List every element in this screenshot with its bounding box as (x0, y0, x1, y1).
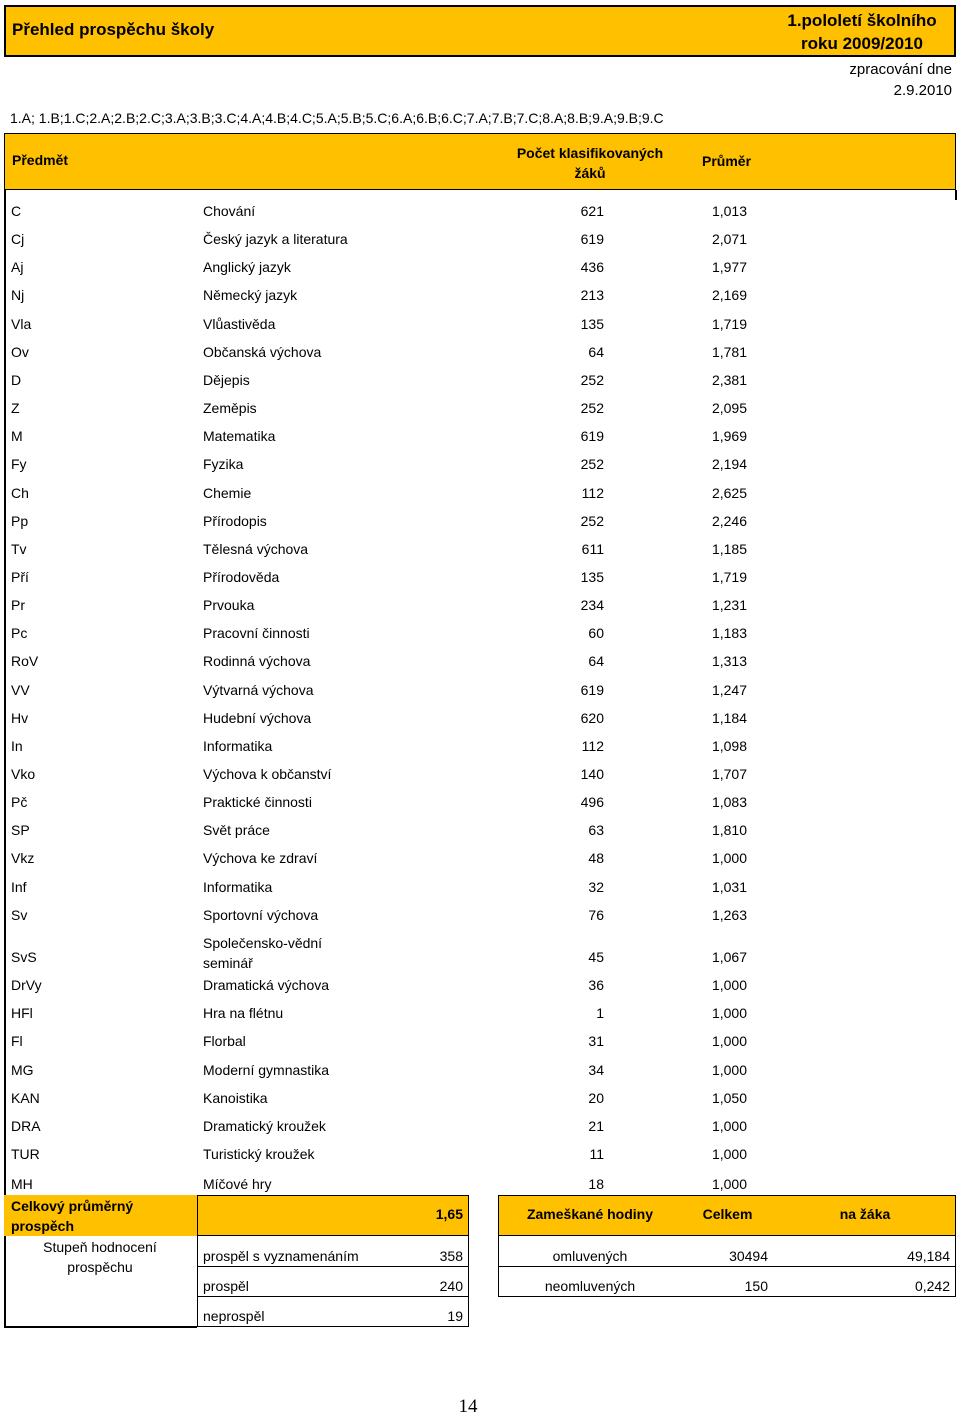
subject-name: Florbal (203, 1033, 246, 1050)
subject-code: Pří (11, 568, 29, 585)
average-grade: 1,781 (711, 343, 747, 360)
pupil-count: 32 (588, 878, 604, 895)
subject-name: Moderní gymnastika (203, 1061, 330, 1078)
average-grade: 1,719 (711, 315, 747, 332)
subject-name: Dramatická výchova (203, 977, 330, 994)
subject-code: Pp (11, 512, 29, 529)
absence-per-pupil-label: na žáka (839, 1206, 891, 1222)
average-grade: 1,000 (711, 1033, 747, 1050)
subject-name: Chování (203, 203, 256, 219)
semester-line-2: roku 2009/2010 (801, 34, 923, 53)
average-grade: 2,095 (711, 400, 747, 417)
table-row (0, 398, 960, 426)
overall-value: 1,65 (435, 1206, 463, 1222)
table-row (0, 708, 960, 736)
average-grade: 2,625 (711, 484, 747, 501)
grades-divider-1 (197, 1266, 469, 1267)
absence-excused-label: omluvených (552, 1248, 628, 1264)
average-grade: 1,263 (711, 906, 747, 923)
pupil-count: 252 (580, 371, 604, 388)
average-grade: 1,000 (711, 1175, 747, 1192)
pupil-count: 36 (588, 977, 604, 994)
pupil-count: 64 (588, 343, 604, 360)
report-title: Přehled prospěchu školy (12, 20, 215, 39)
pupil-count: 436 (580, 259, 604, 276)
average-grade: 1,183 (711, 625, 747, 642)
table-row (0, 975, 960, 1003)
average-grade: 1,083 (711, 794, 747, 811)
pupil-count: 135 (580, 315, 604, 332)
subject-name: Sportovní výchova (203, 906, 319, 923)
pupil-count: 140 (580, 766, 604, 782)
subject-code: Aj (11, 259, 24, 276)
grade-fail-value: 19 (447, 1308, 463, 1324)
table-row (0, 567, 960, 595)
subject-name: Výchova k občanství (203, 766, 332, 782)
average-grade: 2,246 (711, 512, 747, 529)
subject-name: Svět práce (203, 822, 270, 839)
average-grade: 2,381 (711, 371, 747, 388)
class-list: 1.A; 1.B;1.C;2.A;2.B;2.C;3.A;3.B;3.C;4.A;4.B;4.C;5.A;5.B;5.C;6.A;6.B;6.C;7.A;7.B;7.C;8.A;8.B;9.A;9.B;9.C (10, 110, 664, 126)
subject-code: Vla (11, 315, 32, 332)
semester-line-1: 1.pololetí školního (787, 11, 937, 30)
average-grade: 1,247 (711, 681, 747, 698)
absence-unexcused-label: neomluvených (544, 1278, 636, 1294)
pupil-count: 621 (580, 203, 604, 219)
average-grade: 1,050 (711, 1089, 747, 1106)
pupil-count: 112 (581, 484, 604, 501)
table-row (0, 483, 960, 511)
page-number: 14 (458, 1396, 478, 1417)
subject-name: Český jazyk a literatura (203, 231, 348, 248)
table-row (0, 764, 960, 792)
subject-code: Hv (11, 709, 29, 726)
table-row (0, 1003, 960, 1031)
subject-code: Ov (11, 343, 29, 360)
average-grade: 1,000 (711, 1145, 747, 1162)
grade-pass-value: 240 (439, 1278, 463, 1294)
pupil-count: 234 (580, 597, 604, 614)
subject-name: Hudební výchova (203, 709, 312, 726)
subject-code: MH (11, 1175, 33, 1192)
average-grade: 1,067 (711, 948, 747, 965)
subject-name: Výtvarná výchova (203, 681, 314, 698)
average-grade: 1,000 (711, 1117, 747, 1134)
average-grade: 1,977 (711, 259, 747, 276)
subject-code: Pr (11, 597, 25, 614)
table-row (0, 877, 960, 905)
pupil-count: 20 (588, 1089, 604, 1106)
pupil-count: 496 (580, 794, 604, 811)
average-grade: 1,719 (711, 568, 747, 585)
table-row (0, 651, 960, 679)
subject-code: D (11, 371, 22, 388)
pupil-count: 48 (588, 850, 604, 867)
overall-label-line-2: prospěch (11, 1218, 75, 1234)
subject-name-line-1: Společensko-vědní (203, 934, 323, 951)
subject-name: Přírodověda (203, 568, 280, 585)
table-row (0, 623, 960, 651)
table-row (0, 201, 960, 229)
subject-name: Praktické činnosti (203, 794, 312, 811)
average-grade: 1,231 (711, 597, 747, 614)
subject-name: Matematika (203, 428, 276, 445)
subject-code: Fl (11, 1033, 23, 1050)
subject-code: Nj (11, 287, 25, 304)
subject-code: Pc (11, 625, 28, 642)
table-row (0, 285, 960, 313)
subject-code: RoV (11, 653, 39, 670)
grade-honors-value: 358 (439, 1248, 463, 1264)
column-header-bar (4, 133, 956, 190)
subject-code: In (11, 737, 23, 754)
table-row (0, 342, 960, 370)
table-row (0, 905, 960, 933)
subject-name: Dramatický kroužek (203, 1117, 326, 1134)
subject-code: Pč (11, 794, 28, 811)
subject-name: Pracovní činnosti (203, 625, 310, 642)
average-grade: 2,071 (711, 231, 747, 248)
average-grade: 1,013 (711, 203, 747, 219)
average-grade: 1,810 (711, 822, 747, 839)
average-grade: 1,000 (711, 977, 747, 994)
average-grade: 1,000 (711, 1005, 747, 1022)
pupil-count: 252 (580, 512, 604, 529)
pupil-count: 63 (588, 822, 604, 839)
pupil-count: 64 (588, 653, 604, 670)
subject-code: MG (11, 1061, 34, 1078)
pupil-count: 252 (580, 400, 604, 417)
subject-name: Fyzika (203, 456, 244, 473)
table-row (0, 257, 960, 285)
grades-divider-2 (197, 1296, 469, 1297)
processed-label: zpracování dne (849, 61, 952, 78)
table-row (0, 736, 960, 764)
column-header-count-line-2: žáků (574, 165, 606, 181)
table-row (0, 454, 960, 482)
grade-label-line-1: Stupeň hodnocení (43, 1239, 157, 1255)
column-header-subject: Předmět (12, 152, 69, 168)
subject-code: VV (11, 681, 30, 698)
pupil-count: 135 (580, 568, 604, 585)
subject-code: Ch (11, 484, 29, 501)
subject-name: Chemie (203, 484, 252, 501)
subject-code: HFl (11, 1005, 33, 1022)
subject-code: Z (11, 400, 20, 417)
table-row (0, 426, 960, 454)
table-row (0, 680, 960, 708)
table-row (0, 820, 960, 848)
pupil-count: 619 (580, 231, 604, 248)
subject-code: Vko (11, 766, 36, 782)
subject-name: Turistický kroužek (203, 1145, 315, 1162)
subject-code: DrVy (11, 977, 42, 994)
grade-label-line-2: prospěchu (67, 1259, 133, 1275)
overall-label-line-1: Celkový průměrný (11, 1198, 134, 1214)
absence-total-label: Celkem (702, 1206, 753, 1222)
average-grade: 1,313 (711, 653, 747, 670)
average-grade: 1,184 (711, 709, 747, 726)
grade-pass-label: prospěl (203, 1278, 249, 1294)
pupil-count: 1 (596, 1005, 604, 1022)
subject-name: Hra na flétnu (203, 1005, 284, 1022)
absences-divider (498, 1266, 956, 1267)
average-grade: 1,000 (711, 1061, 747, 1078)
average-grade: 1,031 (711, 878, 747, 895)
pupil-count: 60 (588, 625, 604, 642)
subject-name: Rodinná výchova (203, 653, 311, 670)
table-row (0, 934, 960, 975)
table-row (0, 1144, 960, 1172)
absence-unexcused-per-pupil: 0,242 (914, 1278, 950, 1294)
pupil-count: 112 (581, 737, 604, 754)
subject-code: KAN (11, 1089, 40, 1106)
subject-code: SP (11, 822, 30, 839)
pupil-count: 21 (588, 1117, 604, 1134)
subject-name: Míčové hry (203, 1175, 272, 1192)
column-header-count (500, 143, 680, 183)
pupil-count: 252 (580, 456, 604, 473)
average-grade: 1,969 (711, 428, 747, 445)
table-row (0, 370, 960, 398)
subject-code: M (11, 428, 23, 445)
subject-name-line-2: seminář (203, 954, 253, 971)
subject-code: Vkz (11, 850, 35, 867)
absence-unexcused-total: 150 (744, 1278, 768, 1294)
pupil-count: 619 (580, 428, 604, 445)
column-header-average: Průměr (702, 153, 752, 169)
subject-code: Inf (11, 878, 27, 895)
table-row (0, 1031, 960, 1059)
pupil-count: 619 (580, 681, 604, 698)
subject-code: Tv (11, 540, 27, 557)
average-grade: 2,194 (711, 456, 747, 473)
average-grade: 1,185 (711, 540, 747, 557)
absence-excused-per-pupil: 49,184 (907, 1248, 950, 1264)
subject-code: Sv (11, 906, 28, 923)
subject-name: Anglický jazyk (203, 259, 291, 276)
subject-name: Přírodopis (203, 512, 267, 529)
average-grade: 1,098 (711, 737, 747, 754)
average-grade: 1,707 (711, 766, 747, 782)
pupil-count: 76 (588, 906, 604, 923)
overall-label (11, 1196, 133, 1236)
table-row (0, 314, 960, 342)
absence-excused-total: 30494 (729, 1248, 768, 1264)
semester-label (772, 9, 952, 55)
average-grade: 2,169 (711, 287, 747, 304)
table-row (0, 229, 960, 257)
pupil-count: 18 (588, 1175, 604, 1192)
subject-code: TUR (11, 1145, 40, 1162)
summary-bottom-border (4, 1326, 197, 1328)
subject-code: Fy (11, 456, 27, 473)
subject-code: SvS (11, 948, 37, 965)
absence-label: Zameškané hodiny (526, 1206, 654, 1222)
grade-fail-label: neprospěl (203, 1308, 265, 1324)
subject-name: Informatika (203, 878, 273, 895)
pupil-count: 620 (580, 709, 604, 726)
pupil-count: 45 (588, 948, 604, 965)
table-row (0, 1116, 960, 1144)
table-row (0, 539, 960, 567)
table-row (0, 1060, 960, 1088)
processed-value: 2.9.2010 (893, 82, 952, 99)
subject-name: Tělesná výchova (203, 540, 309, 557)
table-row (0, 511, 960, 539)
subject-name (203, 933, 322, 973)
average-grade: 1,000 (711, 850, 747, 867)
subject-code: Cj (11, 231, 25, 248)
processed-date (849, 59, 952, 101)
table-row (0, 1088, 960, 1116)
table-right-border (955, 190, 957, 200)
subject-code: DRA (11, 1117, 41, 1134)
column-header-count-line-1: Počet klasifikovaných (516, 145, 664, 161)
grade-label (10, 1237, 190, 1277)
pupil-count: 34 (588, 1061, 604, 1078)
pupil-count: 611 (581, 540, 604, 557)
subject-name: Německý jazyk (203, 287, 298, 304)
subject-name: Informatika (203, 737, 273, 754)
subject-name: Prvouka (203, 597, 255, 614)
grade-honors-label: prospěl s vyznamenáním (203, 1248, 359, 1264)
subject-name: Vlůastivěda (203, 315, 276, 332)
subject-name: Dějepis (203, 371, 250, 388)
subject-name: Zeměpis (203, 400, 257, 417)
pupil-count: 31 (588, 1033, 604, 1050)
subject-name: Kanoistika (203, 1089, 268, 1106)
subject-code: C (11, 203, 22, 219)
pupil-count: 11 (589, 1145, 604, 1162)
pupil-count: 213 (580, 287, 604, 304)
table-row (0, 848, 960, 876)
subject-name: Občanská výchova (203, 343, 322, 360)
subject-name: Výchova ke zdraví (203, 850, 318, 867)
table-row (0, 792, 960, 820)
table-row (0, 595, 960, 623)
